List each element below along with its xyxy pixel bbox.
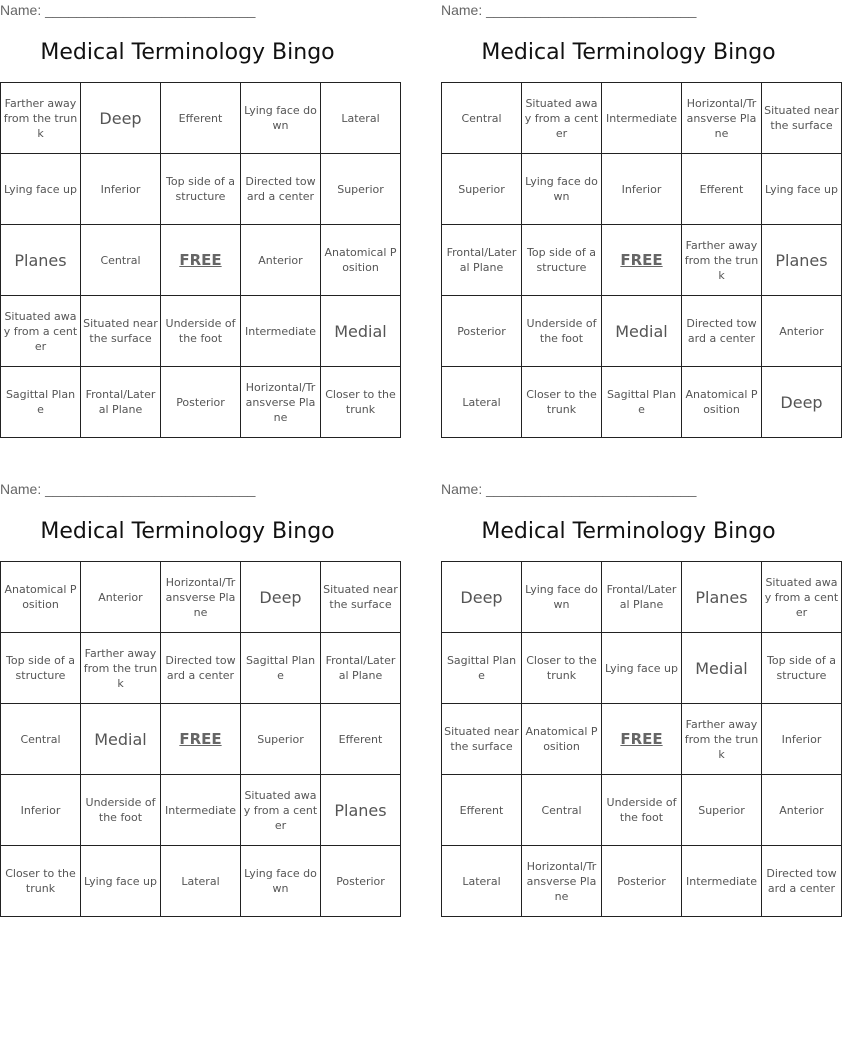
bingo-cell: Efferent [442,775,522,846]
grid-row [1,562,401,633]
bingo-cell: Posterior [602,846,682,917]
free-cell: FREE [602,704,682,775]
free-cell: FREE [161,225,241,296]
bingo-cell: Sagittal Plane [1,367,81,438]
grid-row [442,225,842,296]
bingo-cell: Lying face up [762,154,842,225]
bingo-cell: Planes [321,775,401,846]
grid-row [1,367,401,438]
bingo-cell: Frontal/Lateral Plane [602,562,682,633]
bingo-cell: Inferior [602,154,682,225]
bingo-cell: Superior [442,154,522,225]
bingo-grid [441,561,842,917]
bingo-cell: Anterior [762,296,842,367]
bingo-cell: Lying face down [241,846,321,917]
bingo-cell: Deep [762,367,842,438]
bingo-cell: Top side of a structure [161,154,241,225]
bingo-cell: Medial [682,633,762,704]
bingo-cell: Directed toward a center [762,846,842,917]
bingo-cell: Situated away from a center [1,296,81,367]
grid-row [442,562,842,633]
bingo-cell: Central [442,83,522,154]
bingo-cell: Underside of the foot [602,775,682,846]
bingo-grid [0,561,401,917]
bingo-cell: Planes [762,225,842,296]
bingo-cell: Anatomical Position [321,225,401,296]
bingo-cell: Lying face up [81,846,161,917]
bingo-cell: Lying face down [522,154,602,225]
bingo-cell: Horizontal/Transverse Plane [682,83,762,154]
bingo-cell: Medial [321,296,401,367]
bingo-cell: Farther away from the trunk [1,83,81,154]
grid-row [1,83,401,154]
bingo-cell: Lateral [321,83,401,154]
card-title: Medical Terminology Bingo [40,519,335,544]
bingo-cell: Sagittal Plane [241,633,321,704]
grid-row [442,296,842,367]
grid-row [1,704,401,775]
bingo-cell: Underside of the foot [161,296,241,367]
bingo-cell: Deep [81,83,161,154]
bingo-cell: Intermediate [241,296,321,367]
grid-row [442,633,842,704]
bingo-cell: Anterior [81,562,161,633]
bingo-cell: Anatomical Position [522,704,602,775]
bingo-cell: Intermediate [602,83,682,154]
bingo-cell: Top side of a structure [762,633,842,704]
bingo-cell: Sagittal Plane [442,633,522,704]
bingo-cell: Situated near the surface [81,296,161,367]
name-field[interactable]: Name: ___________________________ [0,481,256,497]
bingo-cell: Sagittal Plane [602,367,682,438]
bingo-cell: Underside of the foot [522,296,602,367]
grid-row [442,154,842,225]
bingo-cell: Superior [321,154,401,225]
grid-row [442,83,842,154]
bingo-cell: Lying face down [522,562,602,633]
bingo-cell: Frontal/Lateral Plane [321,633,401,704]
bingo-cell: Central [1,704,81,775]
grid-row [1,154,401,225]
card-title: Medical Terminology Bingo [40,40,335,65]
bingo-cell: Anatomical Position [682,367,762,438]
grid-row [1,633,401,704]
card-title: Medical Terminology Bingo [481,519,776,544]
bingo-cell: Closer to the trunk [1,846,81,917]
bingo-cell: Anterior [762,775,842,846]
grid-row [442,775,842,846]
bingo-cell: Anterior [241,225,321,296]
free-cell: FREE [602,225,682,296]
bingo-cell: Directed toward a center [241,154,321,225]
name-field[interactable]: Name: ___________________________ [0,2,256,18]
bingo-cell: Closer to the trunk [522,367,602,438]
bingo-cell: Intermediate [161,775,241,846]
bingo-cell: Medial [81,704,161,775]
bingo-cell: Central [81,225,161,296]
bingo-cell: Directed toward a center [682,296,762,367]
bingo-cell: Farther away from the trunk [682,704,762,775]
bingo-cell: Lateral [442,846,522,917]
name-field[interactable]: Name: ___________________________ [441,2,697,18]
bingo-cell: Directed toward a center [161,633,241,704]
bingo-cell: Lying face down [241,83,321,154]
bingo-cell: Efferent [321,704,401,775]
grid-row [1,296,401,367]
bingo-cell: Underside of the foot [81,775,161,846]
bingo-cell: Inferior [81,154,161,225]
bingo-cell: Horizontal/Transverse Plane [241,367,321,438]
bingo-cell: Situated near the surface [321,562,401,633]
bingo-cell: Horizontal/Transverse Plane [161,562,241,633]
bingo-cell: Closer to the trunk [321,367,401,438]
bingo-grid [441,82,842,438]
bingo-cell: Lying face up [602,633,682,704]
bingo-cell: Farther away from the trunk [682,225,762,296]
bingo-cell: Planes [1,225,81,296]
bingo-cell: Situated away from a center [522,83,602,154]
bingo-cell: Frontal/Lateral Plane [81,367,161,438]
bingo-cell: Intermediate [682,846,762,917]
grid-row [442,367,842,438]
bingo-cell: Frontal/Lateral Plane [442,225,522,296]
bingo-cell: Inferior [762,704,842,775]
name-field[interactable]: Name: ___________________________ [441,481,697,497]
grid-row [442,846,842,917]
bingo-cell: Deep [442,562,522,633]
bingo-grid [0,82,401,438]
bingo-cell: Closer to the trunk [522,633,602,704]
card-title: Medical Terminology Bingo [481,40,776,65]
bingo-cell: Situated away from a center [762,562,842,633]
grid-row [1,775,401,846]
bingo-cell: Lying face up [1,154,81,225]
grid-row [1,846,401,917]
bingo-cell: Posterior [321,846,401,917]
bingo-cell: Posterior [442,296,522,367]
bingo-cell: Inferior [1,775,81,846]
bingo-cell: Situated away from a center [241,775,321,846]
bingo-cell: Superior [241,704,321,775]
bingo-cell: Efferent [682,154,762,225]
bingo-cell: Medial [602,296,682,367]
bingo-cell: Posterior [161,367,241,438]
bingo-cell: Lateral [442,367,522,438]
bingo-cell: Planes [682,562,762,633]
bingo-cell: Central [522,775,602,846]
bingo-cell: Deep [241,562,321,633]
bingo-cell: Horizontal/Transverse Plane [522,846,602,917]
bingo-cell: Situated near the surface [762,83,842,154]
grid-row [1,225,401,296]
bingo-cell: Lateral [161,846,241,917]
bingo-cell: Top side of a structure [1,633,81,704]
bingo-cell: Farther away from the trunk [81,633,161,704]
bingo-cell: Situated near the surface [442,704,522,775]
bingo-cell: Anatomical Position [1,562,81,633]
grid-row [442,704,842,775]
bingo-cell: Superior [682,775,762,846]
free-cell: FREE [161,704,241,775]
bingo-cell: Top side of a structure [522,225,602,296]
bingo-cell: Efferent [161,83,241,154]
